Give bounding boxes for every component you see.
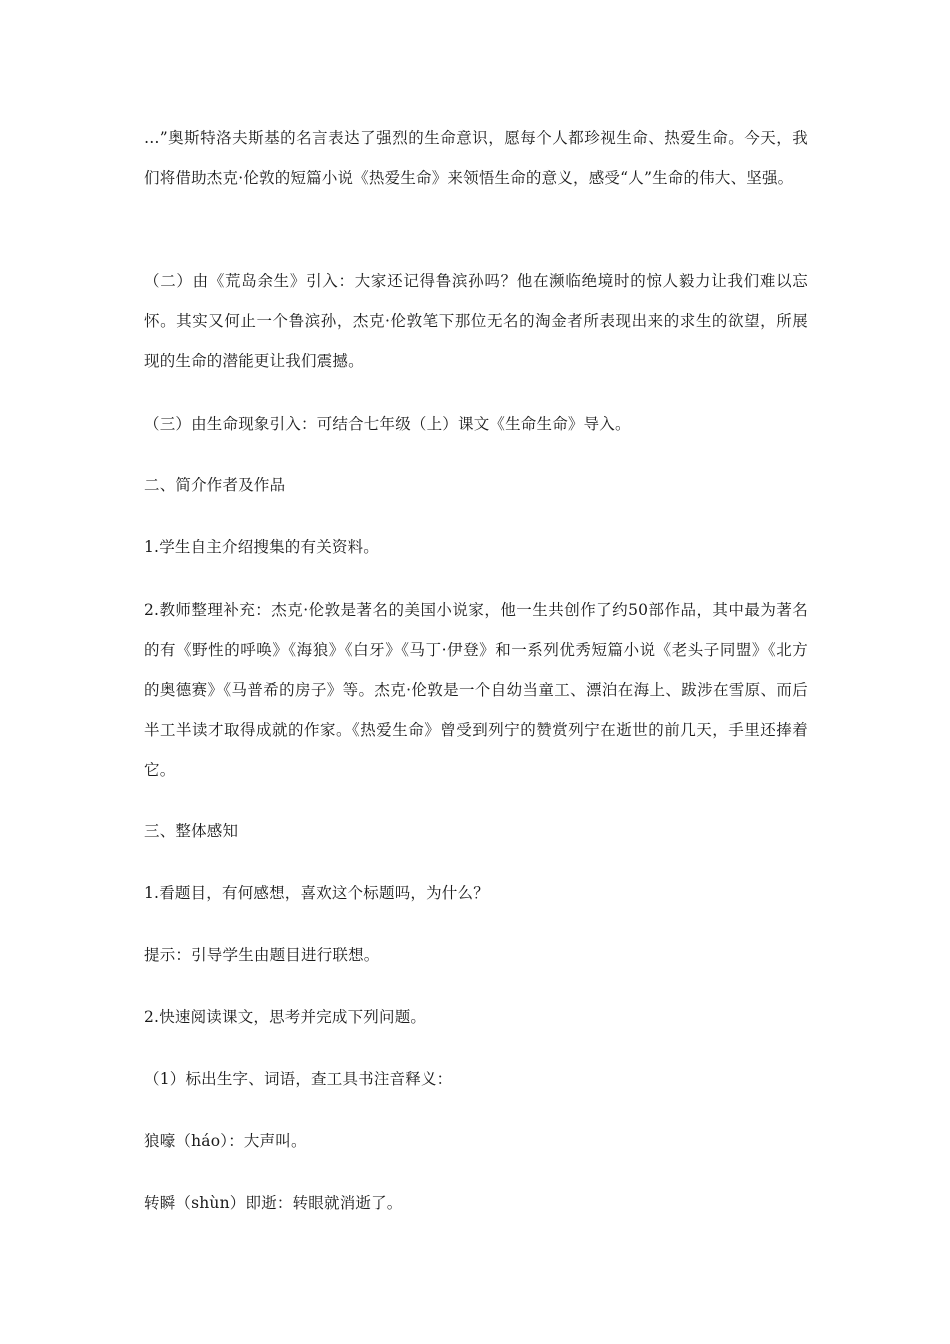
section-heading-author: 二、简介作者及作品 [144,476,286,494]
vocab-instruction: （1）标出生字、词语，查工具书注音释义： [144,1070,453,1088]
vocab-entry: 狼嚎（háo）：大声叫。 [144,1132,307,1150]
author-item-1: 1.学生自主介绍搜集的有关资料。 [144,538,379,556]
author-item-2: 2.教师整理补充：杰克·伦敦是著名的美国小说家，他一生共创作了约50部作品，其中最为著名的有《野性的呼唤》《海狼》《白牙》《马丁·伊登》和一系列优秀短篇小说《老头子同盟》《北方的奥德赛》《马普希的房子》等。杰克·伦敦是一个自幼当童工、漂泊在海上、跋涉在雪原、而后半工半读才取得成就的作家。《热爱生命》曾受到列宁的赞赏列宁在逝世的前几天，手里还捧着它。 [144,601,808,779]
vocab-entry: 转瞬（shùn）即逝：转眼就消逝了。 [144,1194,403,1212]
intro-paragraph-life-phenomenon: （三）由生命现象引入：可结合七年级（上）课文《生命生命》导入。 [144,415,631,433]
intro-paragraph-robinson: （二）由《荒岛余生》引入：大家还记得鲁滨孙吗？他在濒临绝境时的惊人毅力让我们难以忘怀。其实又何止一个鲁滨孙，杰克·伦敦笔下那位无名的淘金者所表现出来的求生的欲望，所展现的生命的潜能更让我们震撼。 [144,272,808,370]
intro-paragraph-quote: …”奥斯特洛夫斯基的名言表达了强烈的生命意识，愿每个人都珍视生命、热爱生命。今天，我们将借助杰克·伦敦的短篇小说《热爱生命》来领悟生命的意义，感受“人”生命的伟大、坚强。 [144,129,808,187]
overview-item-1: 1.看题目，有何感想，喜欢这个标题吗，为什么？ [144,884,489,902]
overview-hint: 提示：引导学生由题目进行联想。 [144,946,380,964]
section-heading-overview: 三、整体感知 [144,822,239,840]
overview-item-2: 2.快速阅读课文，思考并完成下列问题。 [144,1008,427,1026]
